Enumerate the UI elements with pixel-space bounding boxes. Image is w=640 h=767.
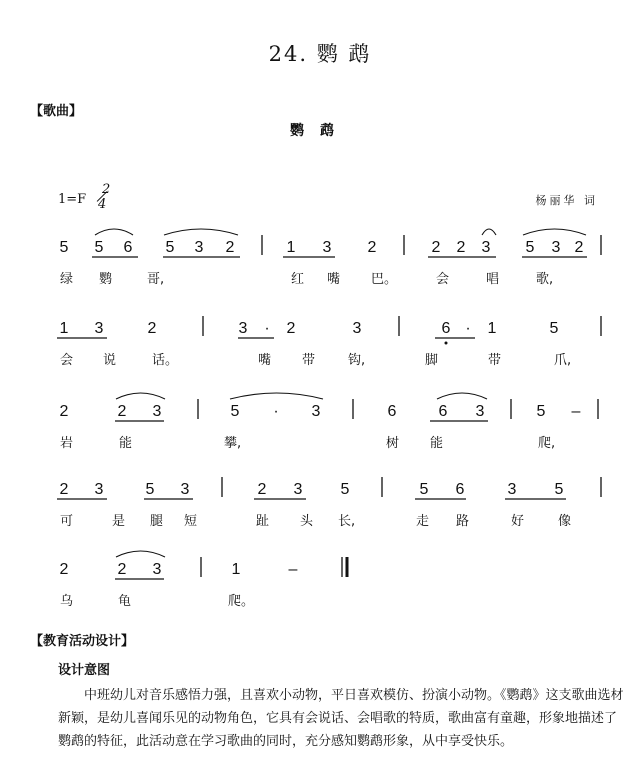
lyric-character: 能 bbox=[119, 436, 133, 451]
score-note: 3 bbox=[152, 561, 162, 578]
score-note: 1 bbox=[487, 320, 497, 337]
score-note: 1 bbox=[59, 320, 69, 337]
lyric-character: 像 bbox=[558, 514, 572, 529]
score-note: 3 bbox=[475, 403, 485, 420]
slur-arc bbox=[116, 551, 165, 557]
score-note: 5 bbox=[165, 239, 175, 256]
score-note: · bbox=[273, 403, 279, 420]
score-note: 3 bbox=[551, 239, 561, 256]
score-note: 5 bbox=[230, 403, 240, 420]
score-note: 3 bbox=[180, 481, 190, 498]
lyric-character: 鹦 bbox=[99, 272, 113, 287]
score-note: 2 bbox=[59, 561, 69, 578]
score-note: 2 bbox=[117, 403, 127, 420]
lyric-character: 会 bbox=[60, 353, 74, 368]
lyric-character: 红 bbox=[291, 272, 305, 287]
score-note: · bbox=[465, 320, 471, 337]
lyric-character: 带 bbox=[488, 353, 502, 368]
score-note: 3 bbox=[94, 320, 104, 337]
lyric-character: 脚 bbox=[425, 353, 439, 368]
lyric-character: 话。 bbox=[152, 353, 179, 368]
score-note: 2 bbox=[59, 403, 69, 420]
score-note: 5 bbox=[525, 239, 535, 256]
key-signature: 1=F bbox=[58, 192, 87, 207]
score-note: 2 bbox=[147, 320, 157, 337]
score-note: 5 bbox=[145, 481, 155, 498]
score-note: 6 bbox=[438, 403, 448, 420]
score-note: 3 bbox=[94, 481, 104, 498]
design-section-label: 【教育活动设计】 bbox=[30, 634, 135, 649]
score-note: 2 bbox=[367, 239, 377, 256]
lyric-character: 说 bbox=[103, 353, 117, 368]
lyric-character: 嘴 bbox=[327, 272, 341, 287]
low-octave-dot bbox=[445, 342, 448, 345]
song-section-label: 【歌曲】 bbox=[30, 104, 83, 119]
score-note: 5 bbox=[94, 239, 104, 256]
score-note: 2 bbox=[59, 481, 69, 498]
lyric-character: 会 bbox=[436, 272, 450, 287]
slur-arc bbox=[230, 393, 323, 399]
lyric-character: 走 bbox=[416, 514, 430, 529]
score-note: 3 bbox=[238, 320, 248, 337]
lyric-character: 攀, bbox=[224, 436, 242, 451]
slur-arc bbox=[116, 393, 165, 399]
lyric-character: 树 bbox=[386, 436, 400, 451]
intent-paragraph: 中班幼儿对音乐感悟力强，且喜欢小动物，平日喜欢模仿、扮演小动物。《鹦鹉》这支歌曲选材新颖，是幼儿喜闻乐见的动物角色，它具有会说话、会唱歌的特质，歌曲富有童趣，形象地描述了鹦鹉的特征，此活动意在学习歌曲的同时，充分感知鹦鹉形象，从中享受快乐。 bbox=[58, 688, 624, 749]
score-note: 2 bbox=[225, 239, 235, 256]
slur-arc bbox=[164, 229, 238, 235]
lyric-character: 趾 bbox=[256, 514, 270, 529]
slur-arc bbox=[437, 393, 487, 399]
score-note: 2 bbox=[257, 481, 267, 498]
score-note: 6 bbox=[387, 403, 397, 420]
lyric-character: 带 bbox=[302, 353, 316, 368]
score-note: 5 bbox=[549, 320, 559, 337]
time-signature-bottom: 4 bbox=[98, 197, 107, 212]
lyric-character: 长, bbox=[338, 514, 356, 529]
slur-arc bbox=[95, 229, 133, 235]
lyric-character: 好 bbox=[511, 514, 525, 529]
score-note: 3 bbox=[481, 239, 491, 256]
score-note: 3 bbox=[293, 481, 303, 498]
lyricist-credit: 杨丽华 词 bbox=[535, 194, 598, 207]
score-note: 3 bbox=[322, 239, 332, 256]
score-note: 6 bbox=[441, 320, 451, 337]
lyric-character: 唱 bbox=[486, 272, 500, 287]
score-note: 3 bbox=[507, 481, 517, 498]
score-note: 2 bbox=[456, 239, 466, 256]
lyric-character: 短 bbox=[184, 514, 198, 529]
score-note: 2 bbox=[431, 239, 441, 256]
lyric-character: 路 bbox=[456, 514, 470, 529]
lyric-character: 头 bbox=[300, 514, 314, 529]
score-note: 2 bbox=[286, 320, 296, 337]
score-note: · bbox=[264, 320, 270, 337]
lyric-character: 歌, bbox=[536, 272, 554, 287]
score-note: 3 bbox=[352, 320, 362, 337]
lyric-character: 能 bbox=[430, 436, 444, 451]
score-note: 5 bbox=[340, 481, 350, 498]
score-note: 5 bbox=[59, 239, 69, 256]
time-signature-top: 2 bbox=[102, 182, 111, 197]
score-note: 1 bbox=[286, 239, 296, 256]
score-note: 6 bbox=[455, 481, 465, 498]
lyric-character: 龟 bbox=[118, 594, 132, 609]
lyric-character: 爬, bbox=[538, 436, 556, 451]
score-note: – bbox=[288, 561, 298, 578]
score-note: 3 bbox=[194, 239, 204, 256]
lyric-character: 腿 bbox=[150, 514, 164, 529]
score-note: 3 bbox=[311, 403, 321, 420]
lyric-character: 乌 bbox=[60, 594, 74, 609]
score-note: 2 bbox=[574, 239, 584, 256]
song-title: 鹦鹉 bbox=[290, 123, 350, 139]
score-note: 6 bbox=[123, 239, 133, 256]
lyric-character: 爬。 bbox=[228, 594, 255, 609]
lyric-character: 绿 bbox=[60, 272, 74, 287]
score-note: 1 bbox=[231, 561, 241, 578]
intent-heading: 设计意图 bbox=[58, 663, 111, 678]
score-note: 5 bbox=[554, 481, 564, 498]
lyric-character: 哥, bbox=[147, 272, 165, 287]
score-note: – bbox=[571, 403, 581, 420]
score-note: 5 bbox=[419, 481, 429, 498]
lyric-character: 嘴 bbox=[258, 353, 272, 368]
score-note: 3 bbox=[152, 403, 162, 420]
lyric-character: 是 bbox=[112, 514, 126, 529]
lyric-character: 巴。 bbox=[371, 272, 398, 287]
lyric-character: 钩, bbox=[348, 353, 366, 368]
lyric-character: 岩 bbox=[60, 436, 74, 451]
score-note: 5 bbox=[536, 403, 546, 420]
score-note: 2 bbox=[117, 561, 127, 578]
slur-arc bbox=[523, 229, 586, 235]
slur-arc bbox=[482, 229, 496, 235]
page-title: 24. 鹦 鹉 bbox=[268, 42, 372, 66]
lyric-character: 可 bbox=[60, 514, 74, 529]
lyric-character: 爪, bbox=[554, 353, 572, 368]
